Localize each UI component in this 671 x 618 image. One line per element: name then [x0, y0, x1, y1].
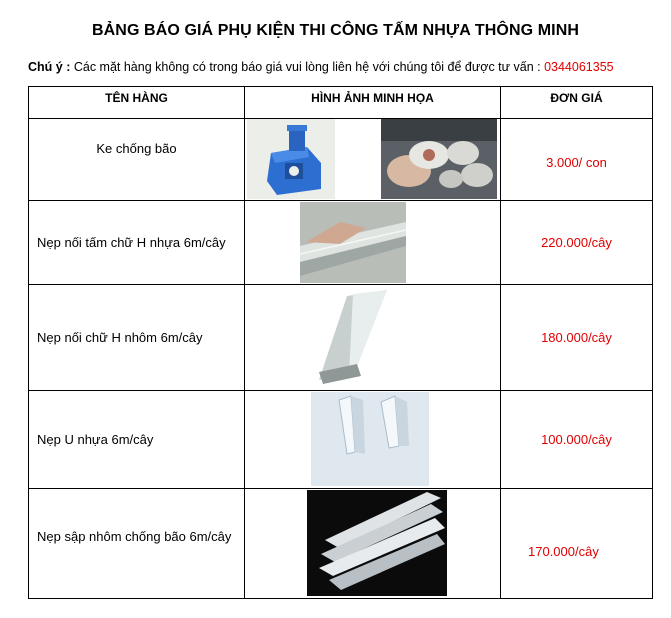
table-row — [29, 119, 653, 201]
product-image-cell — [245, 489, 501, 599]
header-illustration: HÌNH ẢNH MINH HỌA — [245, 87, 501, 119]
note-line — [28, 60, 614, 74]
product-image-u-plastic — [311, 392, 429, 486]
table-header-row — [29, 87, 653, 119]
note-label: Chú ý : — [28, 60, 71, 74]
product-name: Ke chống bão — [29, 119, 245, 201]
header-product-name: TÊN HÀNG — [29, 87, 245, 119]
product-image-cell — [245, 285, 501, 391]
table-row — [29, 391, 653, 489]
product-name: Nẹp U nhựa 6m/cây — [29, 391, 245, 489]
product-image-bracket-blue — [247, 119, 335, 199]
product-name: Nẹp sập nhôm chống bão 6m/cây — [29, 489, 245, 599]
table-row — [29, 285, 653, 391]
note-text: Các mặt hàng không có trong báo giá vui lòng liên hệ với chúng tôi để được tư vấn : — [73, 60, 541, 74]
product-price: 220.000/cây — [501, 201, 653, 285]
product-price: 3.000/ con — [501, 119, 653, 201]
price-table — [28, 86, 653, 599]
product-name: Nẹp nối tấm chữ H nhựa 6m/cây — [29, 201, 245, 285]
product-image-bracket-white — [381, 119, 497, 199]
product-image-cell — [245, 119, 501, 201]
product-image-cell — [245, 391, 501, 489]
header-unit-price: ĐƠN GIÁ — [501, 87, 653, 119]
product-price: 100.000/cây — [501, 391, 653, 489]
page-title: BẢNG BÁO GIÁ PHỤ KIỆN THI CÔNG TẤM NHỰA THÔNG MINH — [92, 22, 579, 39]
product-image-aluminium-strips — [307, 490, 447, 596]
product-price: 180.000/cây — [501, 285, 653, 391]
product-image-h-plastic — [300, 202, 406, 283]
product-image-h-aluminium — [317, 288, 393, 388]
table-row — [29, 201, 653, 285]
product-price: 170.000/cây — [501, 489, 653, 599]
phone-number: 0344061355 — [544, 60, 614, 74]
table-row — [29, 489, 653, 599]
product-image-cell — [245, 201, 501, 285]
product-name: Nẹp nối chữ H nhôm 6m/cây — [29, 285, 245, 391]
